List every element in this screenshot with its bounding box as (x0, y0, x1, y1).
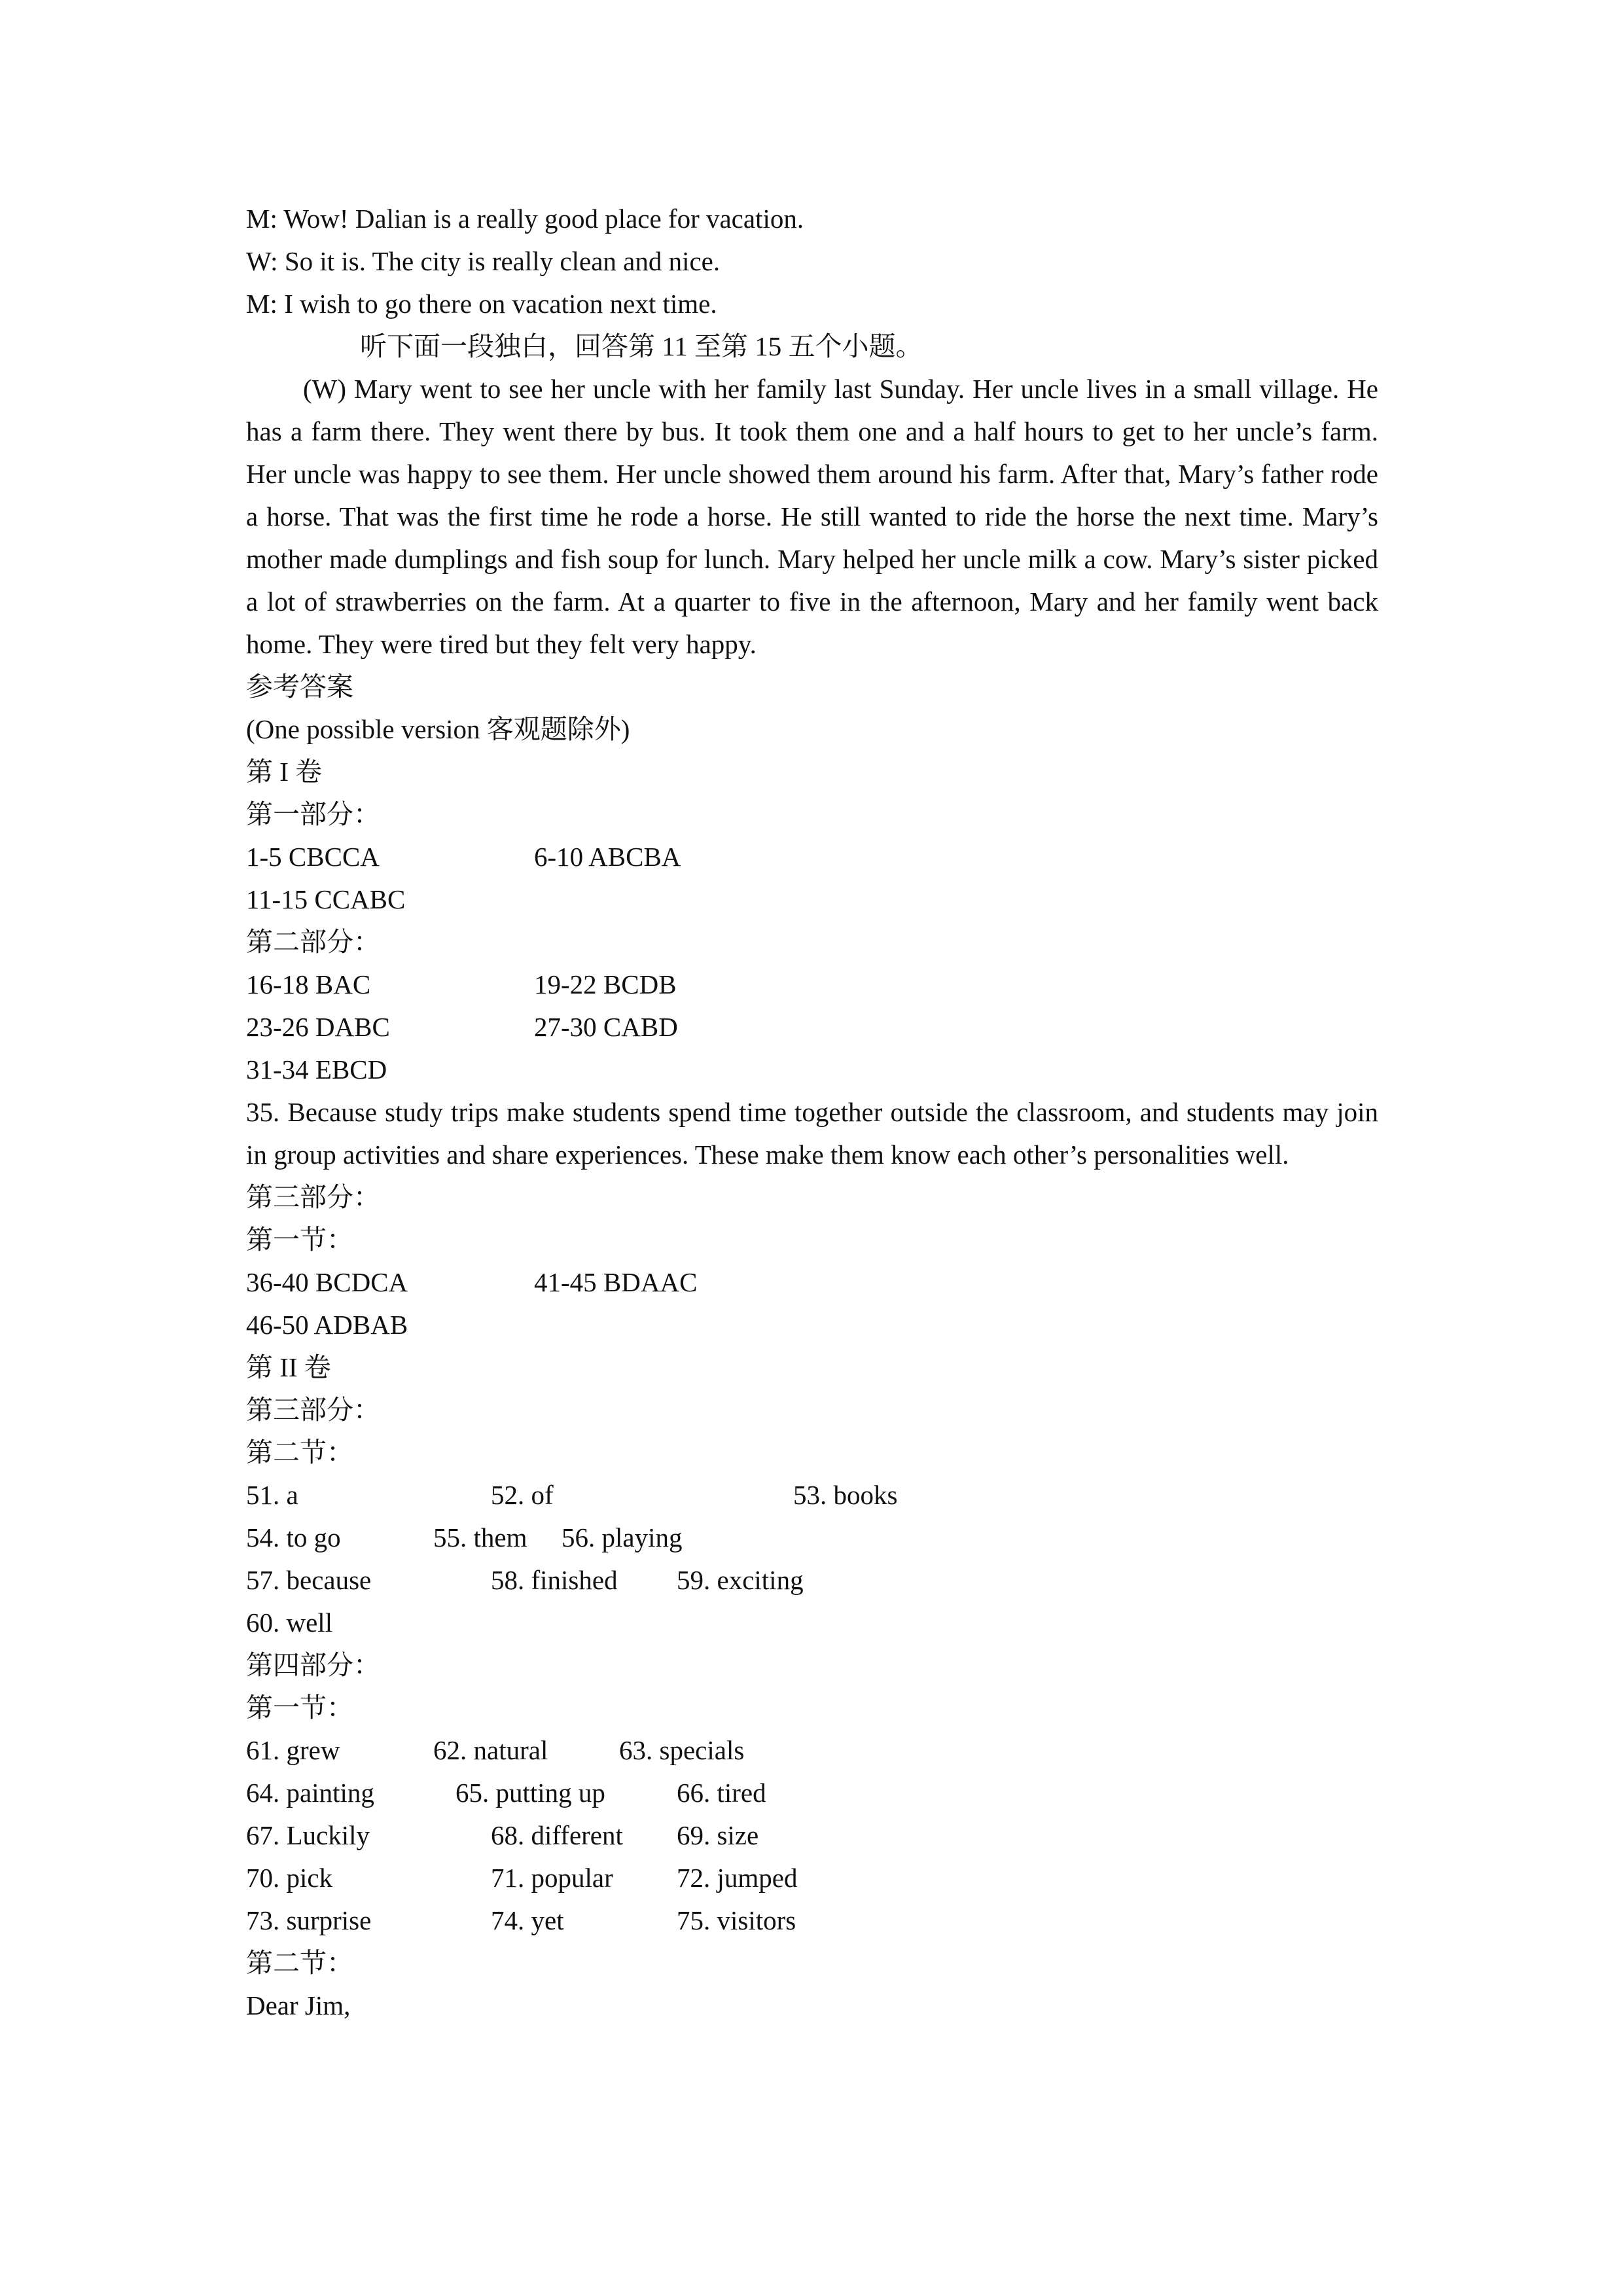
answer-cell: 36-40 BCDCA (246, 1267, 408, 1297)
answer-cell: 41-45 BDAAC (534, 1267, 698, 1297)
answer-cell: 71. popular (491, 1863, 613, 1893)
answers-title: 参考答案 (246, 672, 353, 702)
answer-cell: 23-26 DABC (246, 1012, 390, 1042)
answer-row (246, 836, 1378, 878)
answer-cell: 63. specials (619, 1735, 745, 1765)
answer-cell: 66. tired (677, 1778, 766, 1808)
volume-1-heading: 第 I 卷 (246, 757, 323, 787)
answers-note: (One possible version 客观题除外) (246, 714, 630, 744)
answer-cell: 73. surprise (246, 1905, 372, 1935)
answer-row (246, 1857, 1378, 1899)
answer-row (246, 1516, 1378, 1559)
answer-cell: 65. putting up (455, 1778, 605, 1808)
answer-cell: 75. visitors (677, 1905, 796, 1935)
part-3-heading: 第三部分： (246, 1182, 380, 1212)
section-2b-heading: 第二节： (246, 1948, 353, 1978)
answer-row (246, 1049, 1378, 1091)
answer-cell: 55. them (433, 1522, 527, 1552)
letter-greeting: Dear Jim, (246, 1990, 351, 2020)
part-3-heading-b: 第三部分： (246, 1395, 380, 1425)
answer-row (246, 1304, 1378, 1346)
answer-row (246, 1474, 1378, 1516)
answer-cell: 54. to go (246, 1522, 341, 1552)
answer-cell: 68. different (491, 1820, 623, 1850)
section-1b-heading: 第一节： (246, 1693, 353, 1723)
section-2-heading: 第二节： (246, 1437, 353, 1467)
part-1-heading: 第一部分： (246, 799, 380, 829)
answer-row (246, 1814, 1378, 1857)
answer-row (246, 1899, 1378, 1942)
answer-cell: 61. grew (246, 1735, 340, 1765)
answer-cell: 57. because (246, 1565, 372, 1595)
answer-cell: 62. natural (433, 1735, 548, 1765)
answer-cell: 60. well (246, 1607, 333, 1638)
monologue-text: (W) Mary went to see her uncle with her family last Sunday. Her uncle lives in a small village. He has a farm there. They went there by bus. It took them one and a half hours to get to her uncle’s farm. Her uncle was happy to see them. Her uncle showed them around his farm. After that, Mary’s father rode a horse. That was the first time he rode a horse. He still wanted to ride the horse the next time. Mary’s mother made dumplings and fish soup for lunch. Mary helped her uncle milk a cow. Mary’s sister picked a lot of strawberries on the farm. At a quarter to five in the afternoon, Mary and her family went back home. They were tired but they felt very happy. (246, 374, 1378, 659)
answer-row (246, 1559, 1378, 1602)
answer-row (246, 1602, 1378, 1644)
answer-cell: 1-5 CBCCA (246, 842, 380, 872)
dialogue-line-1: M: Wow! Dalian is a really good place for vacation. (246, 204, 804, 234)
answer-row (246, 1261, 1378, 1304)
answer-row (246, 1006, 1378, 1049)
answer-cell: 69. size (677, 1820, 759, 1850)
document-page (246, 198, 1378, 2027)
monologue-instruction: 听下面一段独白，回答第 11 至第 15 五个小题。 (360, 331, 923, 361)
answer-row (246, 1772, 1378, 1814)
answer-35: 35. Because study trips make students spend time together outside the classroom, and students may join in group activities and share experiences. These make them know each other’s personalities well. (246, 1097, 1378, 1170)
answer-cell: 51. a (246, 1480, 298, 1510)
answer-cell: 67. Luckily (246, 1820, 370, 1850)
answer-cell: 64. painting (246, 1778, 374, 1808)
answer-cell: 27-30 CABD (534, 1012, 678, 1042)
answer-cell: 31-34 EBCD (246, 1054, 387, 1085)
answer-cell: 59. exciting (677, 1565, 804, 1595)
volume-2-heading: 第 II 卷 (246, 1352, 331, 1382)
answer-cell: 19-22 BCDB (534, 969, 677, 999)
answer-cell: 58. finished (491, 1565, 618, 1595)
answer-cell: 56. playing (562, 1522, 683, 1552)
part-4-heading: 第四部分： (246, 1650, 380, 1680)
answer-cell: 6-10 ABCBA (534, 842, 681, 872)
dialogue-line-2: W: So it is. The city is really clean and nice. (246, 246, 721, 276)
answer-row (246, 963, 1378, 1006)
answer-cell: 72. jumped (677, 1863, 798, 1893)
answer-row (246, 878, 1378, 921)
section-1-heading: 第一节： (246, 1225, 353, 1255)
part-2-heading: 第二部分： (246, 927, 380, 957)
answer-cell: 16-18 BAC (246, 969, 371, 999)
answer-cell: 46-50 ADBAB (246, 1310, 408, 1340)
answer-cell: 52. of (491, 1480, 554, 1510)
answer-row (246, 1729, 1378, 1772)
answer-cell: 11-15 CCABC (246, 884, 406, 914)
dialogue-line-3: M: I wish to go there on vacation next time. (246, 289, 717, 319)
answer-cell: 53. books (793, 1480, 898, 1510)
answer-cell: 70. pick (246, 1863, 333, 1893)
answer-cell: 74. yet (491, 1905, 564, 1935)
